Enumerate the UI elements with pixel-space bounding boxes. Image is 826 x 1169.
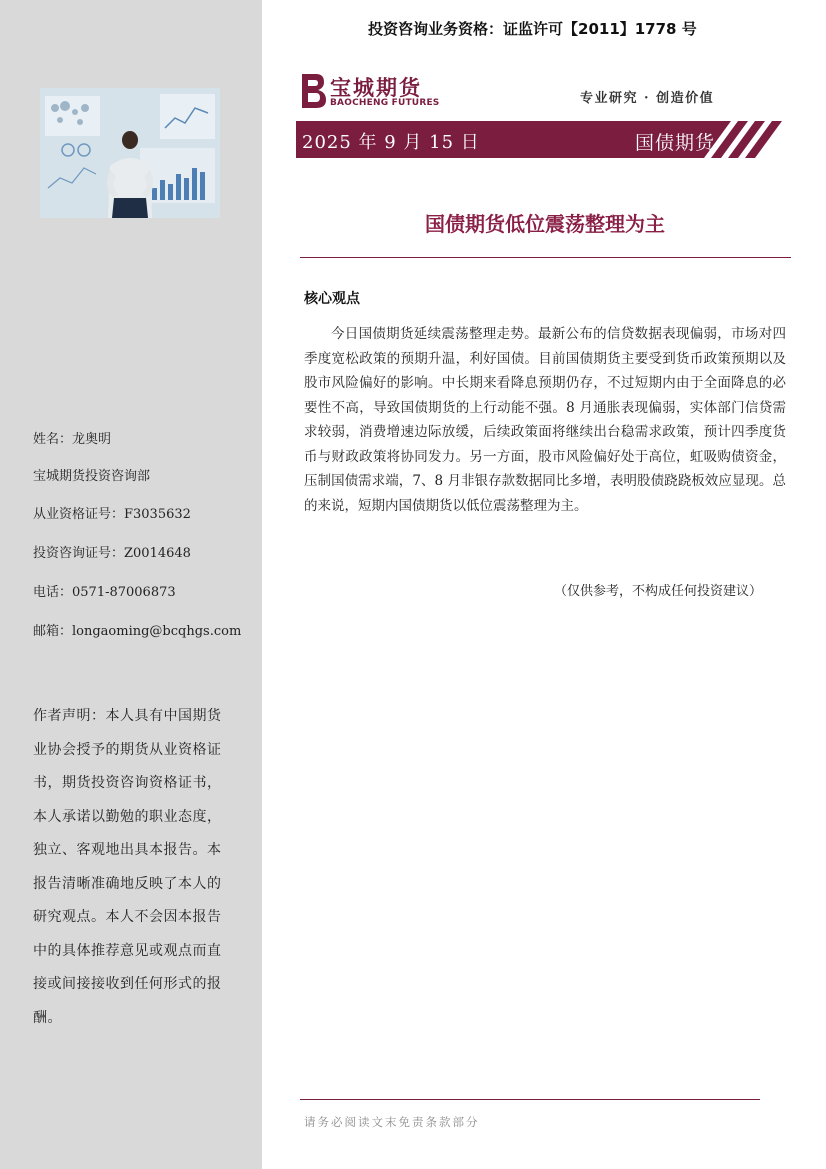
date-category-banner — [296, 121, 786, 158]
author-phone: 电话：0571-87006873 — [33, 585, 176, 600]
author-email[interactable]: 邮箱：longaoming@bcqhgs.com — [33, 624, 242, 639]
license-text: 投资咨询业务资格：证监许可【2011】1778 号 — [368, 20, 697, 38]
report-date: 2025 年 9 月 15 日 — [302, 132, 480, 153]
title-divider — [300, 257, 791, 258]
author-qualification-number: 从业资格证号：F3035632 — [33, 507, 191, 522]
section-heading: 核心观点 — [304, 291, 360, 307]
baocheng-logo-icon — [296, 70, 328, 112]
hero-illustration — [40, 88, 220, 218]
footer-divider — [300, 1099, 760, 1100]
investment-disclaimer: （仅供参考，不构成任何投资建议） — [554, 584, 763, 599]
core-view-paragraph: 今日国债期货延续震荡整理走势。最新公布的信贷数据表现偏弱，市场对四季度宽松政策的预期升温，利好国债。目前国债期货主要受到货币政策预期以及股市风险偏好的影响。中长期来看降息预期仍存，不过短期内由于全面降息的必要性不高，导致国债期货的上行动能不强。8 月通胀表现偏弱，实体部门信贷需求较弱，消费增速边际放缓，后续政策面将继续出台稳需求政策，预计四季度货币与财政政策将协同发力。另一方面，股市风险偏好处于高位，虹吸购债资金，压制国债需求端，7、8 月非银存款数据同比多增，表明股债跷跷板效应显现。总的来说，短期内国债期货以低位震荡整理为主。 — [304, 326, 786, 514]
author-department: 宝城期货投资咨询部 — [33, 469, 151, 484]
author-statement: 作者声明：本人具有中国期货业协会授予的期货从业资格证书，期货投资咨询资格证书，本人承诺以勤勉的职业态度，独立、客观地出具本报告。本报告清晰准确地反映了本人的研究观点。本人不会因本报告中的具体推荐意见或观点而直接或间接接收到任何形式的报酬。 — [33, 708, 222, 1026]
hero-image-businessman-charts — [40, 88, 220, 218]
company-logo — [296, 70, 440, 112]
logo-english-name: BAOCHENG FUTURES — [330, 98, 440, 108]
author-name: 姓名：龙奥明 — [33, 432, 112, 447]
report-category: 国债期货 — [635, 132, 716, 154]
logo-chinese-name: 宝城期货 — [330, 75, 422, 100]
author-consulting-number: 投资咨询证号：Z0014648 — [33, 546, 191, 561]
left-sidebar — [0, 0, 262, 1169]
footer-note: 请务必阅读文末免责条款部分 — [304, 1115, 480, 1129]
slogan: 专业研究 · 创造价值 — [580, 91, 715, 106]
report-title: 国债期货低位震荡整理为主 — [425, 212, 665, 236]
